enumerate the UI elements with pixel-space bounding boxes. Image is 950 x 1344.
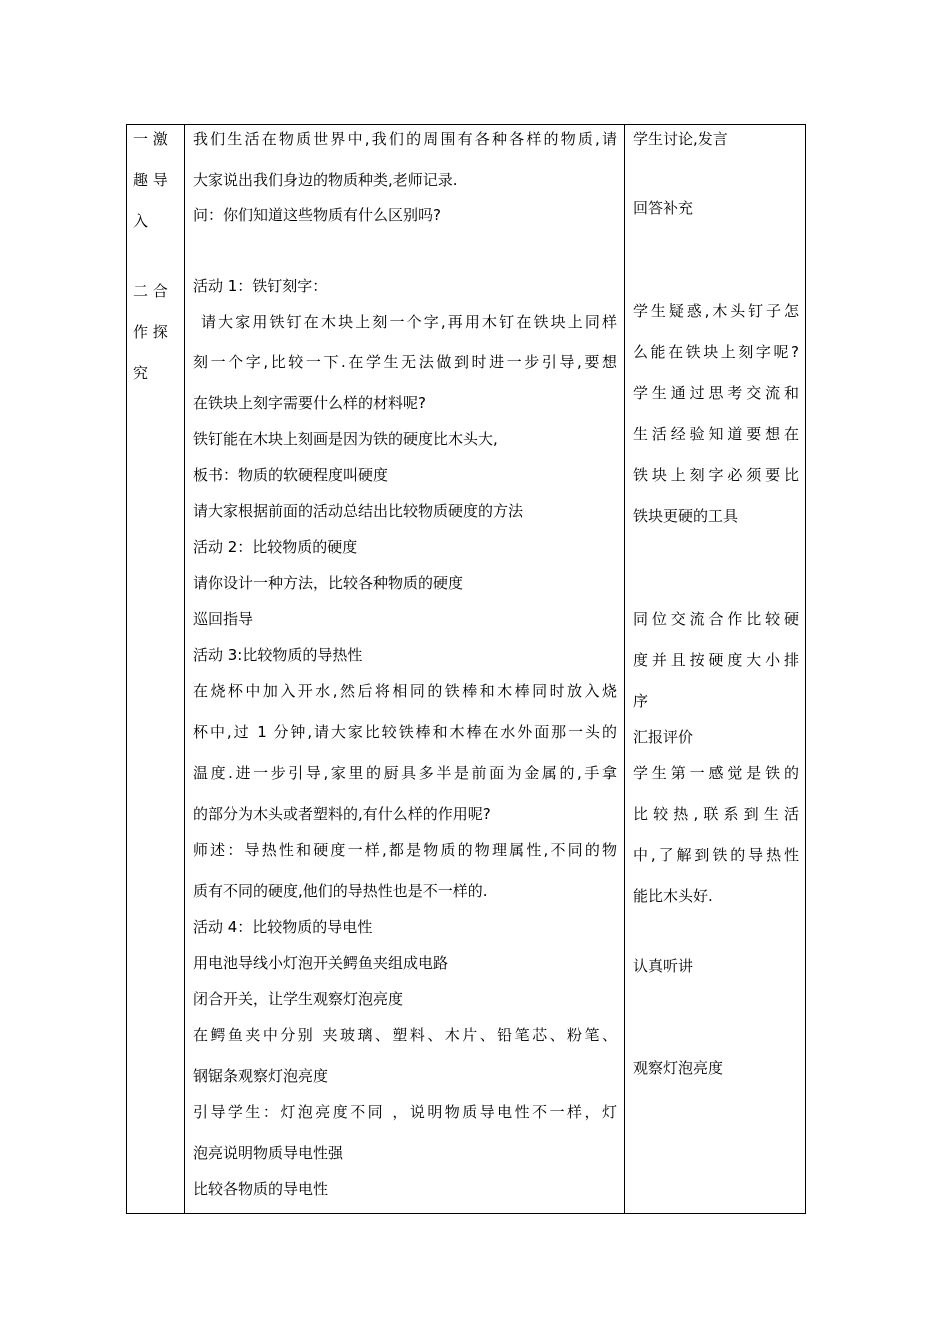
content-line: 请大家用铁钉在木块上刻一个字,再用木钉在铁块上同样 — [201, 313, 617, 331]
content-line: 巡回指导 — [193, 610, 254, 628]
content-line: 杯中,过 1 分钟,请大家比较铁棒和木棒在水外面那一头的 — [193, 723, 617, 741]
stage-label: 究 — [133, 364, 149, 382]
content-line: 比较各物质的导电性 — [193, 1180, 329, 1198]
content-line: 质有不同的硬度,他们的导热性也是不一样的. — [193, 882, 488, 900]
content-line: 大家说出我们身边的物质种类,老师记录. — [193, 171, 458, 189]
lesson-plan-table — [126, 124, 806, 1214]
student-line: 中,了解到铁的导热性 — [633, 846, 799, 864]
content-line: 钢锯条观察灯泡亮度 — [193, 1067, 329, 1085]
activity-heading: 活动 2：比较物质的硬度 — [193, 538, 358, 556]
content-line: 我们生活在物质世界中,我们的周围有各种各样的物质,请 — [193, 130, 617, 148]
student-line: 回答补充 — [633, 199, 694, 217]
activity-heading: 活动 4：比较物质的导电性 — [193, 918, 373, 936]
student-line: 学生通过思考交流和 — [633, 384, 799, 402]
student-line: 认真听讲 — [633, 957, 694, 975]
student-line: 铁块上刻字必须要比 — [633, 466, 799, 484]
content-line: 请你设计一种方法，比较各种物质的硬度 — [193, 574, 464, 592]
activity-heading: 活动 3:比较物质的导热性 — [193, 646, 363, 664]
activity-heading: 活动 1：铁钉刻字： — [193, 277, 328, 295]
content-line: 在鳄鱼夹中分别 夹玻璃、塑料、木片、铅笔芯、粉笔、 — [193, 1026, 617, 1044]
student-line: 铁块更硬的工具 — [633, 507, 739, 525]
stage-label: 一 激 — [133, 130, 168, 148]
column-divider-student — [624, 125, 625, 1213]
student-line: 么能在铁块上刻字呢? — [633, 343, 799, 361]
content-line: 温度.进一步引导,家里的厨具多半是前面为金属的,手拿 — [193, 764, 617, 782]
student-line: 比较热,联系到生活 — [633, 805, 799, 823]
column-divider-stage — [184, 125, 185, 1213]
content-line: 问：你们知道这些物质有什么区别吗? — [193, 206, 441, 224]
student-line: 序 — [633, 692, 649, 710]
content-line: 泡亮说明物质导电性强 — [193, 1144, 344, 1162]
student-line: 同位交流合作比较硬 — [633, 610, 799, 628]
student-line: 度并且按硬度大小排 — [633, 651, 799, 669]
content-line: 板书：物质的软硬程度叫硬度 — [193, 466, 389, 484]
content-line: 铁钉能在木块上刻画是因为铁的硬度比木头大, — [193, 430, 498, 448]
content-line: 请大家根据前面的活动总结出比较物质硬度的方法 — [193, 502, 524, 520]
student-line: 学生第一感觉是铁的 — [633, 764, 799, 782]
student-line: 能比木头好. — [633, 887, 713, 905]
content-line: 的部分为木头或者塑料的,有什么样的作用呢? — [193, 805, 491, 823]
student-line: 观察灯泡亮度 — [633, 1059, 724, 1077]
content-line: 刻一个字,比较一下.在学生无法做到时进一步引导,要想 — [193, 353, 617, 371]
content-line: 闭合开关，让学生观察灯泡亮度 — [193, 990, 404, 1008]
stage-label: 作 探 — [133, 323, 168, 341]
student-line: 生活经验知道要想在 — [633, 425, 799, 443]
content-line: 引导学生：灯泡亮度不同 ，说明物质导电性不一样，灯 — [193, 1103, 617, 1121]
student-line: 汇报评价 — [633, 728, 694, 746]
content-line: 用电池导线小灯泡开关鳄鱼夹组成电路 — [193, 954, 449, 972]
student-line: 学生讨论,发言 — [633, 130, 728, 148]
stage-label: 二 合 — [133, 282, 168, 300]
stage-label: 趣 导 — [133, 171, 168, 189]
content-line: 在铁块上刻字需要什么样的材料呢? — [193, 394, 426, 412]
content-line: 在烧杯中加入开水,然后将相同的铁棒和木棒同时放入烧 — [193, 682, 617, 700]
student-line: 学生疑惑,木头钉子怎 — [633, 302, 799, 320]
stage-label: 入 — [133, 212, 149, 230]
content-line: 师述：导热性和硬度一样,都是物质的物理属性,不同的物 — [193, 841, 617, 859]
